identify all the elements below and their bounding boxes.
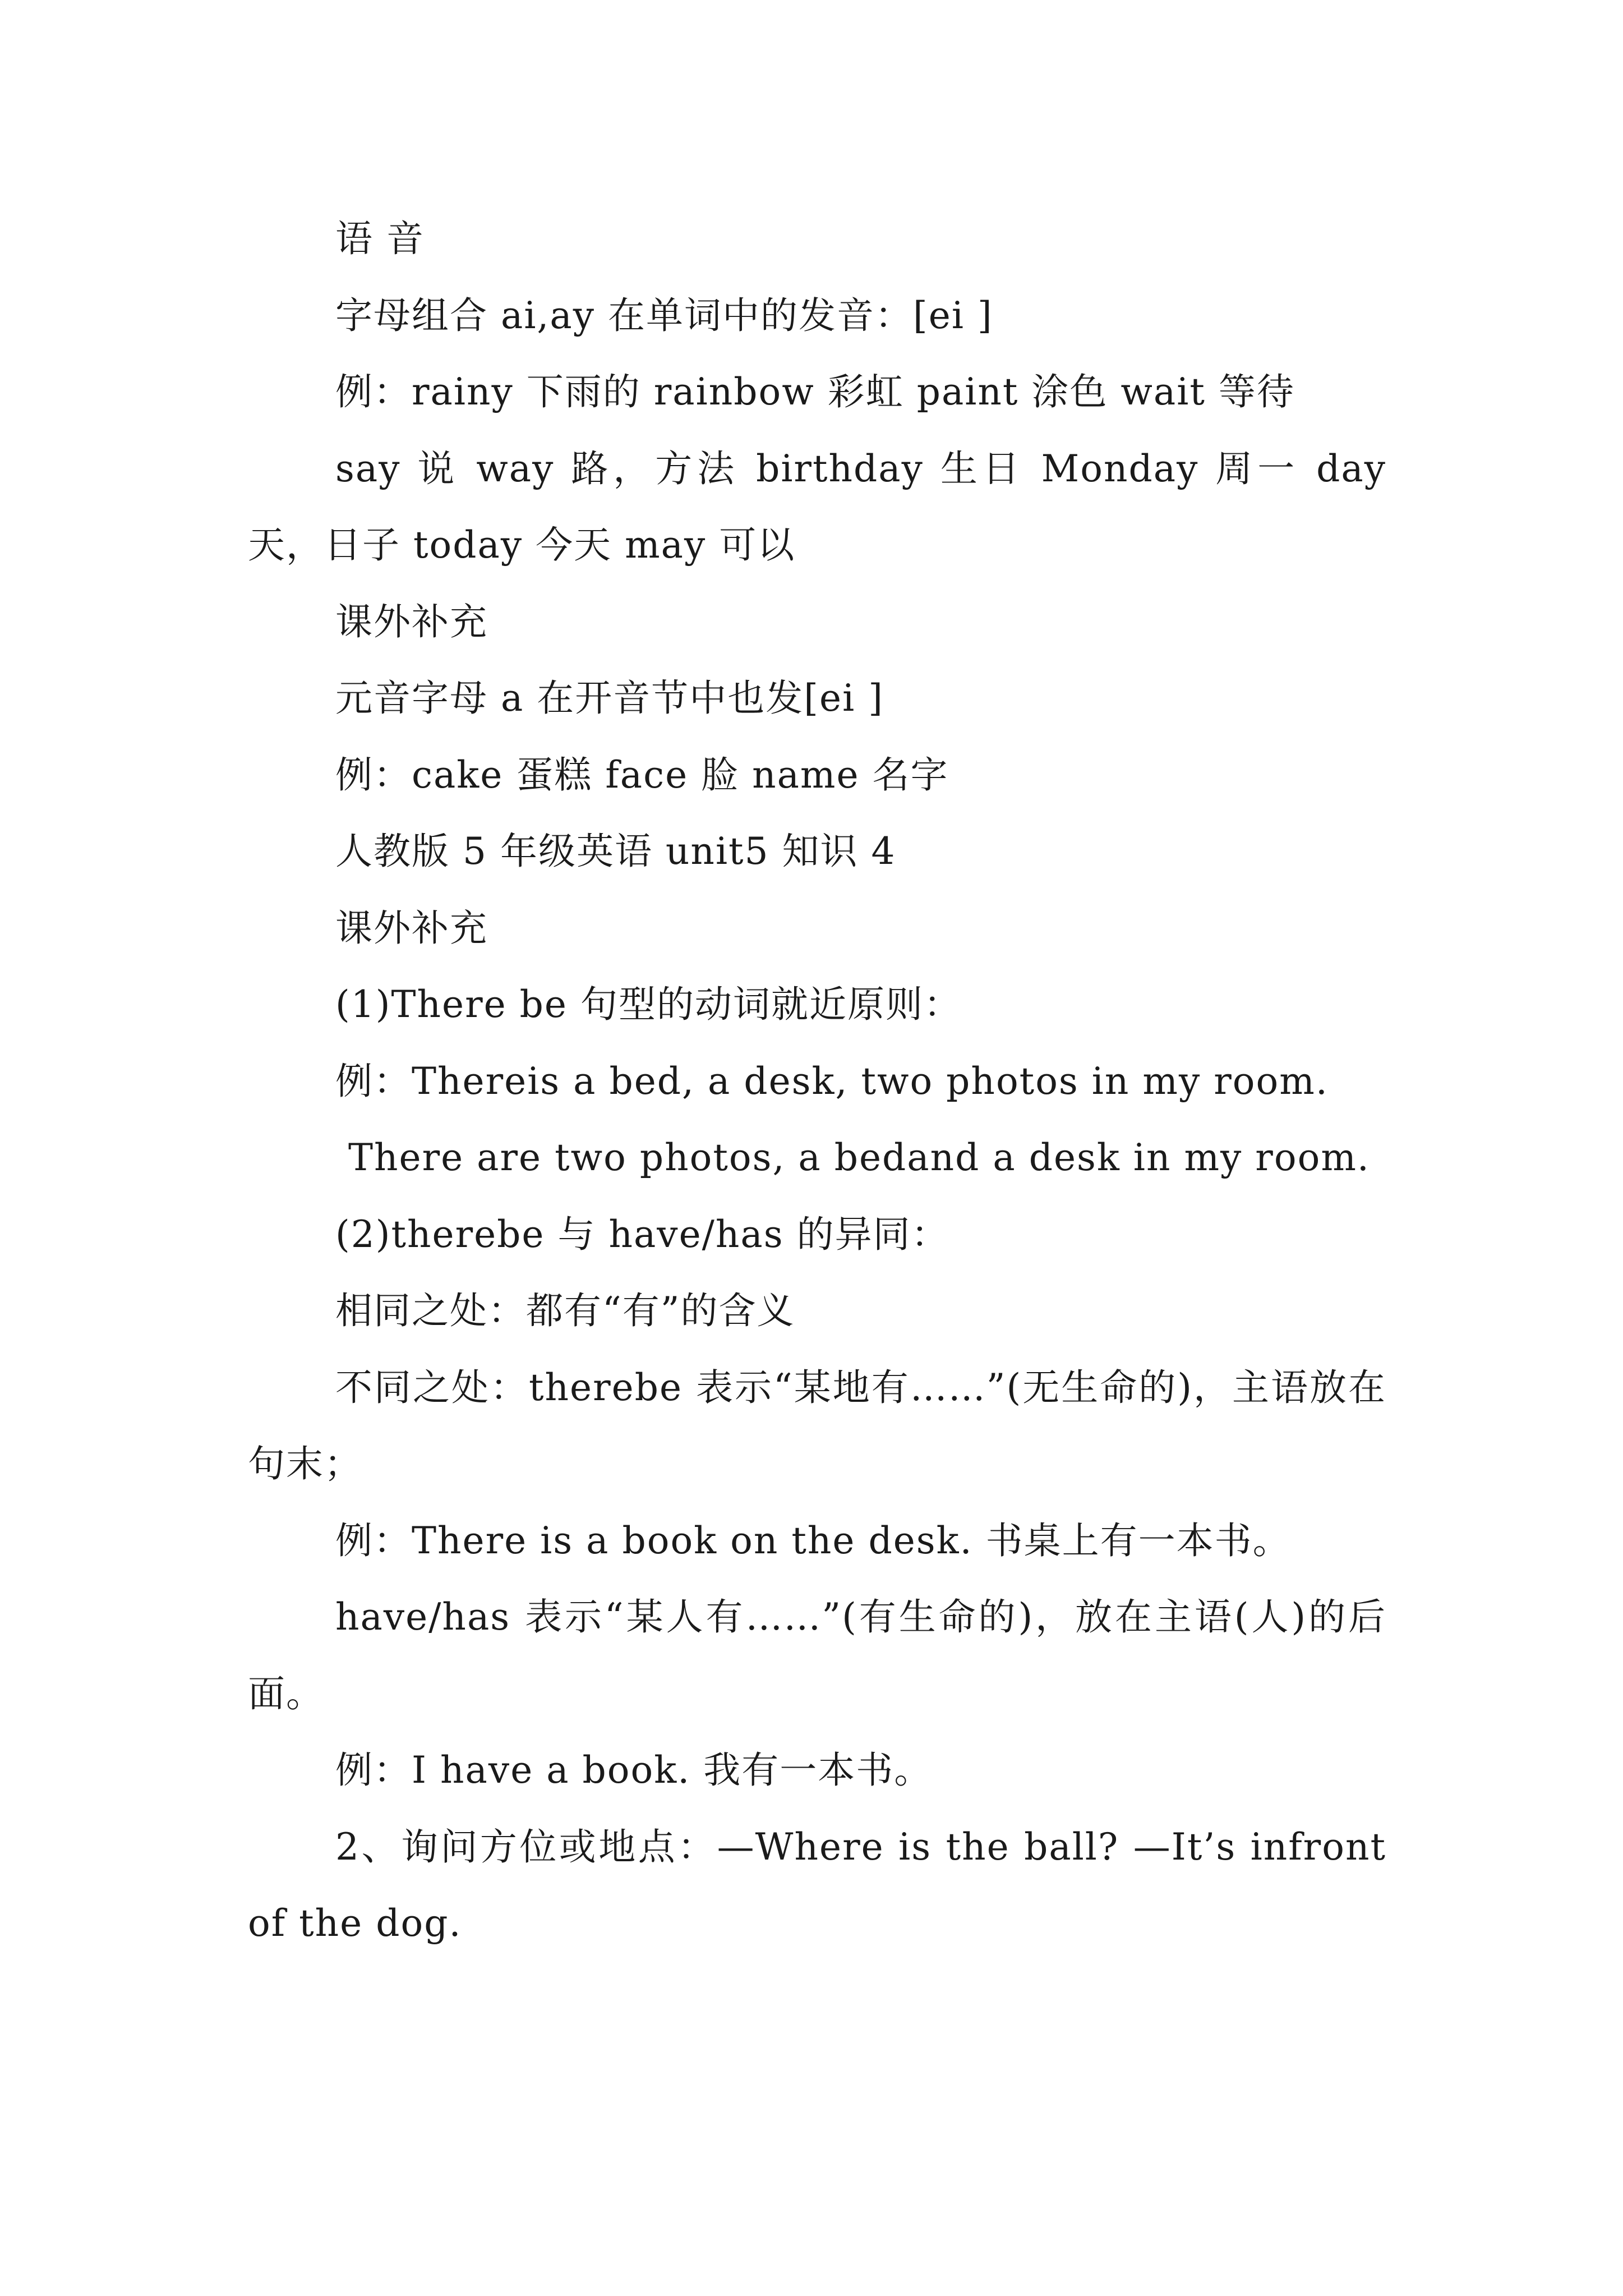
section-title-unit5: 人教版 5 年级英语 unit5 知识 4 [335,830,896,873]
paragraph-there-be-rule: (1)There be 句型的动词就近原则： [335,983,962,1026]
paragraph-example-words-3: 例：cake 蛋糕 face 脸 name 名字 [335,753,949,797]
paragraph-example-i-have: 例：I have a book. 我有一本书。 [335,1749,933,1792]
paragraph-example-words-2: say 说 way 路，方法 birthday 生日 Monday 周一 day 天，日子 today 今天 may 可以 [248,447,1399,567]
paragraph-example-there-is: 例：There is a book on the desk. 书桌上有一本书。 [335,1519,1291,1562]
heading-extra-1: 课外补充 [335,600,488,643]
heading-phonetics: 语 音 [335,217,425,260]
paragraph-there-be-example-1: 例：Thereis a bed, a desk, two photos in my room. [335,1059,1329,1103]
paragraph-there-be-example-2: There are two photos, a bedand a desk in my room. [335,1136,1370,1179]
paragraph-ai-ay-rule: 字母组合 ai,ay 在单词中的发音：[ei ] [335,293,993,337]
paragraph-where-question: 2、询问方位或地点：—Where is the ball? —It’s infront of the dog. [248,1825,1399,1945]
paragraph-similarity: 相同之处：都有“有”的含义 [335,1289,795,1332]
paragraph-vowel-a-rule: 元音字母 a 在开音节中也发[ei ] [335,677,884,720]
paragraph-difference: 不同之处：therebe 表示“某地有……”(无生命的)，主语放在句末； [248,1365,1386,1485]
heading-extra-2: 课外补充 [335,906,488,950]
document-body [248,201,1399,1962]
paragraph-have-has-rule: have/has 表示“某人有……”(有生命的)，放在主语(人)的后面。 [248,1595,1386,1715]
paragraph-example-words-1: 例：rainy 下雨的 rainbow 彩虹 paint 涂色 wait 等待 [335,370,1295,413]
paragraph-therebe-vs-have: (2)therebe 与 have/has 的异同： [335,1212,949,1256]
